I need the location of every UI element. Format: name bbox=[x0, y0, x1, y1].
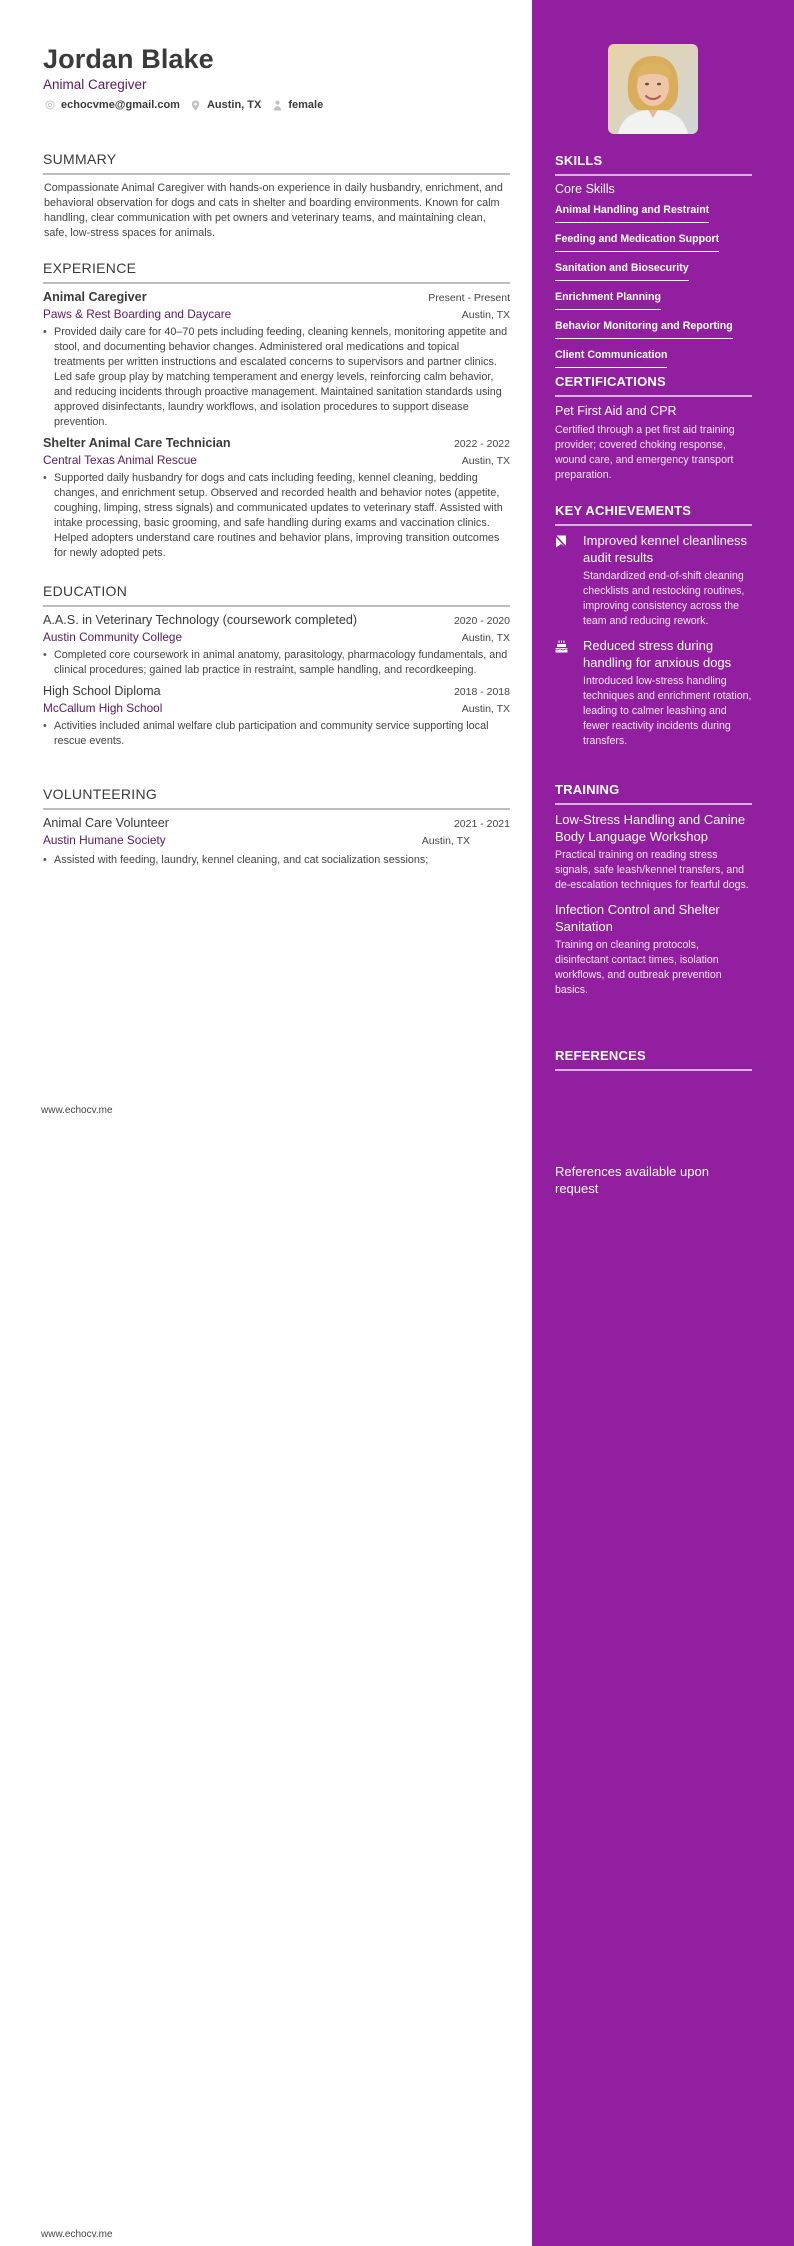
company-name: Central Texas Animal Rescue bbox=[43, 453, 197, 467]
skill-item: Feeding and Medication Support bbox=[555, 233, 719, 252]
training-description: Practical training on reading stress signals, safe leash/kennel transfers, and de-escalation techniques for fearful dogs. bbox=[555, 849, 749, 891]
section-heading: SKILLS bbox=[555, 153, 752, 176]
section-heading: SUMMARY bbox=[43, 151, 510, 175]
gender-text: female bbox=[288, 99, 324, 111]
section-heading: CERTIFICATIONS bbox=[555, 374, 752, 397]
section-heading: EXPERIENCE bbox=[43, 260, 510, 284]
email-text: echocvme@gmail.com bbox=[61, 99, 180, 111]
achievement-description: Introduced low-stress handling techniques and enrichment rotation, leading to calmer leashing and fewer reactivity incidents during transfers. bbox=[583, 675, 752, 747]
job-title: Animal Caregiver bbox=[43, 290, 147, 304]
achievement-description: Standardized end-of-shift cleaning checklists and restocking routines, improving consistency across the team and reducing rework. bbox=[583, 570, 745, 627]
profile-photo bbox=[608, 44, 698, 134]
experience-section bbox=[43, 260, 510, 567]
education-section bbox=[43, 583, 510, 755]
location-text: Austin, TX bbox=[206, 99, 262, 111]
experience-entry bbox=[43, 290, 510, 430]
person-icon bbox=[272, 100, 282, 110]
section-heading: REFERENCES bbox=[555, 1048, 752, 1071]
achievements-section bbox=[555, 503, 752, 757]
experience-entry bbox=[43, 436, 510, 561]
job-dates: Present - Present bbox=[428, 292, 510, 304]
section-heading: EDUCATION bbox=[43, 583, 510, 607]
bullet: • Activities included animal welfare club participation and community service supporting local rescue events. bbox=[43, 719, 510, 749]
job-bullets bbox=[43, 471, 510, 561]
education-dates: 2020 - 2020 bbox=[453, 615, 510, 627]
achievement-item bbox=[555, 637, 752, 749]
education-bullets bbox=[43, 648, 510, 678]
volunteer-dates: 2021 - 2021 bbox=[453, 818, 510, 830]
skill-item: Client Communication bbox=[555, 349, 667, 368]
contact-email[interactable] bbox=[45, 99, 180, 111]
volunteer-role: Animal Care Volunteer bbox=[43, 816, 170, 830]
references-section bbox=[555, 1048, 752, 1077]
section-heading: TRAINING bbox=[555, 782, 752, 805]
references-text: References available upon request bbox=[555, 1164, 709, 1196]
volunteer-org: Austin Humane Society bbox=[43, 833, 166, 847]
volunteering-section bbox=[43, 786, 510, 874]
school-name: McCallum High School bbox=[43, 701, 163, 715]
education-bullets bbox=[43, 719, 510, 749]
section-heading: VOLUNTEERING bbox=[43, 786, 510, 810]
certifications-section bbox=[555, 374, 752, 483]
training-item bbox=[555, 901, 752, 998]
job-location: Austin, TX bbox=[461, 455, 510, 467]
bullet: • Completed core coursework in animal anatomy, parasitology, pharmacology fundamentals, and clinical procedures; gained lab practice in restraint, sample handling, and recordkeeping. bbox=[43, 648, 510, 678]
degree-title: High School Diploma bbox=[43, 684, 161, 698]
bullet: • Provided daily care for 40–70 pets including feeding, cleaning kennels, monitoring appetite and stool, and documenting behavior changes. Administered oral medications and topical treatments per written instructions and escalated concerns to supervisors and partner clinics. Led safe group play by matching temperament and energy levels, reinforcing calm behavior, and reducing incidents through proactive management. Maintained sanitation standards using approved disinfectants, laundry workflows, and isolation procedures to support disease prevention. bbox=[43, 325, 510, 430]
job-location: Austin, TX bbox=[461, 309, 510, 321]
sidebar bbox=[532, 0, 794, 2246]
volunteer-bullets bbox=[43, 853, 510, 868]
skill-item: Enrichment Planning bbox=[555, 291, 661, 310]
skill-item: Sanitation and Biosecurity bbox=[555, 262, 689, 281]
degree-title: A.A.S. in Veterinary Technology (coursework completed) bbox=[43, 613, 358, 627]
location-pin-icon bbox=[191, 100, 201, 110]
education-dates: 2018 - 2018 bbox=[453, 686, 510, 698]
cake-icon bbox=[555, 637, 583, 749]
education-entry bbox=[43, 613, 510, 678]
education-entry bbox=[43, 684, 510, 749]
achievement-item bbox=[555, 532, 752, 629]
candidate-title: Animal Caregiver bbox=[43, 77, 147, 92]
contact-location bbox=[191, 99, 261, 111]
training-description: Training on cleaning protocols, disinfectant contact times, isolation workflows, and outbreak prevention basics. bbox=[555, 939, 722, 996]
skill-item: Animal Handling and Restraint bbox=[555, 204, 709, 223]
achievement-title: Improved kennel cleanliness audit results bbox=[583, 533, 748, 565]
contact-gender bbox=[272, 99, 323, 111]
section-heading: KEY ACHIEVEMENTS bbox=[555, 503, 752, 526]
company-name: Paws & Rest Boarding and Daycare bbox=[43, 307, 232, 321]
bullet: • Assisted with feeding, laundry, kennel cleaning, and cat socialization sessions; bbox=[43, 853, 510, 868]
at-icon bbox=[45, 100, 55, 110]
bullet: • Supported daily husbandry for dogs and cats including feeding, kennel cleaning, bedding changes, and enrichment setup. Observed and recorded health and behavior notes (appetite, coughing, limping, stress signals) and communicated updates to veterinary staff. Assisted with intake processing, basic grooming, and safe handling during exams and vaccination clinics. Helped adopters understand care routines and behavior plans, improving transition outcomes for newly adopted pets. bbox=[43, 471, 510, 561]
certification-title: Pet First Aid and CPR bbox=[555, 404, 677, 418]
job-dates: 2022 - 2022 bbox=[453, 438, 510, 450]
volunteering-entry bbox=[43, 816, 510, 868]
training-title: Infection Control and Shelter Sanitation bbox=[555, 902, 720, 934]
skills-subheading: Core Skills bbox=[555, 182, 615, 196]
achievement-title: Reduced stress during handling for anxious dogs bbox=[583, 638, 732, 670]
summary-text: Compassionate Animal Caregiver with hands-on experience in daily husbandry, enrichment, and behavioral observation for dogs and cats in shelter and boarding environments. Known for calm handling, clear communication with pet owners and veterinary teams, and maintaining clean, safe, low-stress spaces for animals. bbox=[44, 182, 503, 239]
skills-section bbox=[555, 153, 752, 374]
school-location: Austin, TX bbox=[461, 632, 510, 644]
volunteer-location: Austin, TX bbox=[421, 835, 470, 847]
training-title: Low-Stress Handling and Canine Body Language Workshop bbox=[555, 812, 746, 844]
school-name: Austin Community College bbox=[43, 630, 182, 644]
school-location: Austin, TX bbox=[461, 703, 510, 715]
job-bullets bbox=[43, 325, 510, 430]
certification-description: Certified through a pet first aid training provider; covered choking response, wound care, and emergency transport preparation. bbox=[555, 424, 735, 481]
skill-item: Behavior Monitoring and Reporting bbox=[555, 320, 733, 339]
bookmark-slash-icon bbox=[555, 532, 583, 629]
training-item bbox=[555, 811, 752, 893]
job-title: Shelter Animal Care Technician bbox=[43, 436, 231, 450]
footer-site-link[interactable]: www.echocv.me bbox=[41, 1105, 113, 1116]
contact-info bbox=[45, 99, 334, 111]
candidate-name: Jordan Blake bbox=[43, 44, 214, 74]
footer-site-link-bottom[interactable]: www.echocv.me bbox=[41, 2229, 113, 2240]
training-section bbox=[555, 782, 752, 1006]
summary-section bbox=[43, 151, 510, 241]
